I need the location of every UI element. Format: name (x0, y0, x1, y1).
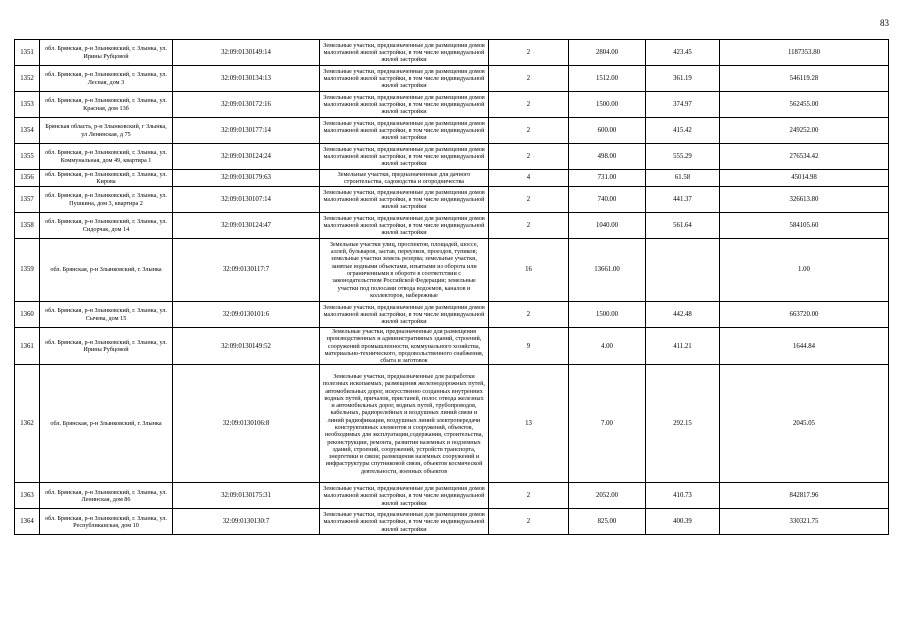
cadastral-value-cell: 249252.00 (720, 118, 889, 144)
land-use-purpose-cell: Земельные участки, предназначенные для размещения домов малоэтажной жилой застройки, в том числе индивидуальной жилой застройки (320, 483, 489, 509)
cadastral-value-cell: 330321.75 (720, 509, 889, 535)
land-use-purpose-cell: Земельные участки, предназначенные для размещения домов малоэтажной жилой застройки, в том числе индивидуальной жилой застройки (320, 40, 489, 66)
land-use-purpose-cell: Земельные участки, предназначенные для разработки полезных ископаемых, размещения железнодорожных путей, автомобильных дорог, искусственно созданных внутренних водных путей, причалов, пристаней, полос отвода железных и автомобильных дорог, водных путей, трубопроводов, кабельных, радиорелейных и воздушных линий связи и линий радиофикации, воздушных линий электропередачи конструктивных элементов и сооружений, объектов, необходимых для эксплуатации,содержания, строительства, реконструкции, ремонта, развития наземных и подземных зданий, строений, сооружений, устройств транспорта, энергетики и связи; размещения наземных сооружений и инфраструктуры спутниковой связи, объектов космической деятельности, военных объектов (320, 365, 489, 483)
row-number-cell: 1361 (15, 328, 40, 365)
specific-value-cell: 374.97 (646, 92, 720, 118)
address-cell: обл. Брянская, р-н Злынковский, г. Злынка, ул. Сычева, дом 15 (40, 302, 173, 328)
land-registry-table (14, 39, 889, 535)
area-cell: 1512.00 (569, 66, 646, 92)
table-row (15, 213, 889, 239)
cadastral-value-cell: 276534.42 (720, 144, 889, 170)
address-cell: Брянская область, р-н Злынковский, г Злынка, ул Ленинская, д 75 (40, 118, 173, 144)
land-use-purpose-cell: Земельные участки, предназначенные для размещения домов малоэтажной жилой застройки, в том числе индивидуальной жилой застройки (320, 302, 489, 328)
use-group-cell: 2 (489, 483, 569, 509)
land-use-purpose-cell: Земельные участки, предназначенные для размещения домов малоэтажной жилой застройки, в том числе индивидуальной жилой застройки (320, 92, 489, 118)
row-number-cell: 1352 (15, 66, 40, 92)
page-number: 83 (880, 18, 889, 28)
address-cell: обл. Брянская, р-н Злынковский, г. Злынка, ул. Сидорчак, дом 14 (40, 213, 173, 239)
specific-value-cell (646, 239, 720, 302)
cadastral-value-cell: 584105.60 (720, 213, 889, 239)
cadastral-number-cell: 32:09:0130106:8 (173, 365, 320, 483)
use-group-cell: 2 (489, 144, 569, 170)
table-row (15, 170, 889, 187)
cadastral-number-cell: 32:09:0130172:16 (173, 92, 320, 118)
land-use-purpose-cell: Земельные участки, предназначенные для размещения домов малоэтажной жилой застройки, в том числе индивидуальной жилой застройки (320, 187, 489, 213)
row-number-cell: 1362 (15, 365, 40, 483)
land-use-purpose-cell: Земельные участки, предназначенные для размещения домов малоэтажной жилой застройки, в том числе индивидуальной жилой застройки (320, 509, 489, 535)
use-group-cell: 2 (489, 118, 569, 144)
cadastral-number-cell: 32:09:0130107:14 (173, 187, 320, 213)
specific-value-cell: 423.45 (646, 40, 720, 66)
row-number-cell: 1360 (15, 302, 40, 328)
area-cell: 2804.00 (569, 40, 646, 66)
address-cell: обл. Брянская, р-н Злынковский, г. Злынка, ул. Пушкина, дом 3, квартира 2 (40, 187, 173, 213)
use-group-cell: 2 (489, 187, 569, 213)
table-row (15, 187, 889, 213)
table-row (15, 66, 889, 92)
cadastral-number-cell: 32:09:0130177:14 (173, 118, 320, 144)
cadastral-number-cell: 32:09:0130179:63 (173, 170, 320, 187)
land-use-purpose-cell: Земельные участки, предназначенные для размещения домов малоэтажной жилой застройки, в том числе индивидуальной жилой застройки (320, 144, 489, 170)
cadastral-value-cell: 546119.28 (720, 66, 889, 92)
specific-value-cell: 561.64 (646, 213, 720, 239)
row-number-cell: 1353 (15, 92, 40, 118)
row-number-cell: 1355 (15, 144, 40, 170)
table-row (15, 328, 889, 365)
use-group-cell: 4 (489, 170, 569, 187)
address-cell: обл. Брянская, р-н Злынковский, г. Злынка, ул. Ирины Рубцовой (40, 328, 173, 365)
specific-value-cell: 361.19 (646, 66, 720, 92)
cadastral-value-cell: 1187353.80 (720, 40, 889, 66)
use-group-cell: 2 (489, 92, 569, 118)
area-cell: 4.00 (569, 328, 646, 365)
table-row (15, 118, 889, 144)
specific-value-cell: 61.58 (646, 170, 720, 187)
use-group-cell: 2 (489, 509, 569, 535)
cadastral-value-cell: 45014.98 (720, 170, 889, 187)
address-cell: обл. Брянская, р-н Злынковский, г. Злынка, ул. Республиканская, дом 10 (40, 509, 173, 535)
row-number-cell: 1358 (15, 213, 40, 239)
cadastral-number-cell: 32:09:0130149:14 (173, 40, 320, 66)
use-group-cell: 2 (489, 302, 569, 328)
specific-value-cell: 415.42 (646, 118, 720, 144)
table-row (15, 509, 889, 535)
address-cell: обл. Брянская, р-н Злынковский, г. Злынка (40, 365, 173, 483)
specific-value-cell: 555.29 (646, 144, 720, 170)
cadastral-value-cell: 842817.96 (720, 483, 889, 509)
cadastral-value-cell: 1.00 (720, 239, 889, 302)
specific-value-cell: 292.15 (646, 365, 720, 483)
use-group-cell: 2 (489, 66, 569, 92)
table-row (15, 144, 889, 170)
use-group-cell: 2 (489, 213, 569, 239)
row-number-cell: 1351 (15, 40, 40, 66)
cadastral-number-cell: 32:09:0130149:52 (173, 328, 320, 365)
row-number-cell: 1363 (15, 483, 40, 509)
row-number-cell: 1359 (15, 239, 40, 302)
specific-value-cell: 441.37 (646, 187, 720, 213)
address-cell: обл. Брянская, р-н Злынковский, г. Злынка, ул. Кирова (40, 170, 173, 187)
area-cell: 740.00 (569, 187, 646, 213)
land-use-purpose-cell: Земельные участки улиц, проспектов, площадей, шоссе, аллей, бульваров, застав, переулков, проездов, тупиков; земельные участки земель резерва; земельные участки, занятые водными объектами, изъятыми из оборота или ограниченными в обороте в соответствии с законодательством Российской Федерации; земельные участки под полосами отвода водоемов, каналов и коллекторов, набережные (320, 239, 489, 302)
address-cell: обл. Брянская, р-н Злынковский, г. Злынка, ул. Лесная, дом 3 (40, 66, 173, 92)
land-use-purpose-cell: Земельные участки, предназначенные для размещения домов малоэтажной жилой застройки, в том числе индивидуальной жилой застройки (320, 66, 489, 92)
cadastral-value-cell: 663720.00 (720, 302, 889, 328)
table-row (15, 302, 889, 328)
cadastral-number-cell: 32:09:0130101:6 (173, 302, 320, 328)
use-group-cell: 13 (489, 365, 569, 483)
area-cell: 1500.00 (569, 302, 646, 328)
address-cell: обл. Брянская, р-н Злынковский, г. Злынка (40, 239, 173, 302)
specific-value-cell: 410.73 (646, 483, 720, 509)
cadastral-number-cell: 32:09:0130134:13 (173, 66, 320, 92)
land-use-purpose-cell: Земельные участки, предназначенные для дачного строительства, садоводства и огородничества (320, 170, 489, 187)
table-row (15, 40, 889, 66)
cadastral-number-cell: 32:09:0130117:7 (173, 239, 320, 302)
cadastral-number-cell: 32:09:0130124:24 (173, 144, 320, 170)
row-number-cell: 1356 (15, 170, 40, 187)
specific-value-cell: 400.39 (646, 509, 720, 535)
specific-value-cell: 442.48 (646, 302, 720, 328)
land-use-purpose-cell: Земельные участки, предназначенные для размещения домов малоэтажной жилой застройки, в том числе индивидуальной жилой застройки (320, 213, 489, 239)
area-cell: 600.00 (569, 118, 646, 144)
land-use-purpose-cell: Земельные участки, предназначенные для размещения домов малоэтажной жилой застройки, в том числе индивидуальной жилой застройки (320, 118, 489, 144)
area-cell: 1500.00 (569, 92, 646, 118)
row-number-cell: 1364 (15, 509, 40, 535)
table-row (15, 239, 889, 302)
cadastral-value-cell: 562455.00 (720, 92, 889, 118)
table-row (15, 92, 889, 118)
cadastral-number-cell: 32:09:0130175:31 (173, 483, 320, 509)
cadastral-number-cell: 32:09:0130124:47 (173, 213, 320, 239)
use-group-cell: 16 (489, 239, 569, 302)
address-cell: обл. Брянская, р-н Злынковский, г. Злынка, ул. Коммунальная, дом 49, квартира 1 (40, 144, 173, 170)
area-cell: 498.00 (569, 144, 646, 170)
use-group-cell: 2 (489, 40, 569, 66)
address-cell: обл. Брянская, р-н Злынковский, г. Злынка, ул. Ленинская, дом 86 (40, 483, 173, 509)
area-cell: 825.00 (569, 509, 646, 535)
land-use-purpose-cell: Земельные участки, предназначенные для размещения производственных и административных зданий, строений, сооружений промышленности, коммунального хозяйства, материально-технического, продовольственного снабжения, сбыта и заготовок (320, 328, 489, 365)
cadastral-value-cell: 2045.05 (720, 365, 889, 483)
area-cell: 731.00 (569, 170, 646, 187)
area-cell: 1040.00 (569, 213, 646, 239)
specific-value-cell: 411.21 (646, 328, 720, 365)
table-body (15, 40, 889, 535)
cadastral-value-cell: 326613.80 (720, 187, 889, 213)
use-group-cell: 9 (489, 328, 569, 365)
address-cell: обл. Брянская, р-н Злынковский, г. Злынка, ул. Красная, дом 13б (40, 92, 173, 118)
area-cell: 2052.00 (569, 483, 646, 509)
row-number-cell: 1357 (15, 187, 40, 213)
address-cell: обл. Брянская, р-н Злынковский, г. Злынка, ул. Ирины Рубцовой (40, 40, 173, 66)
area-cell: 13661.00 (569, 239, 646, 302)
area-cell: 7.00 (569, 365, 646, 483)
cadastral-number-cell: 32:09:0130130:7 (173, 509, 320, 535)
table-row (15, 365, 889, 483)
table-row (15, 483, 889, 509)
row-number-cell: 1354 (15, 118, 40, 144)
cadastral-value-cell: 1644.84 (720, 328, 889, 365)
